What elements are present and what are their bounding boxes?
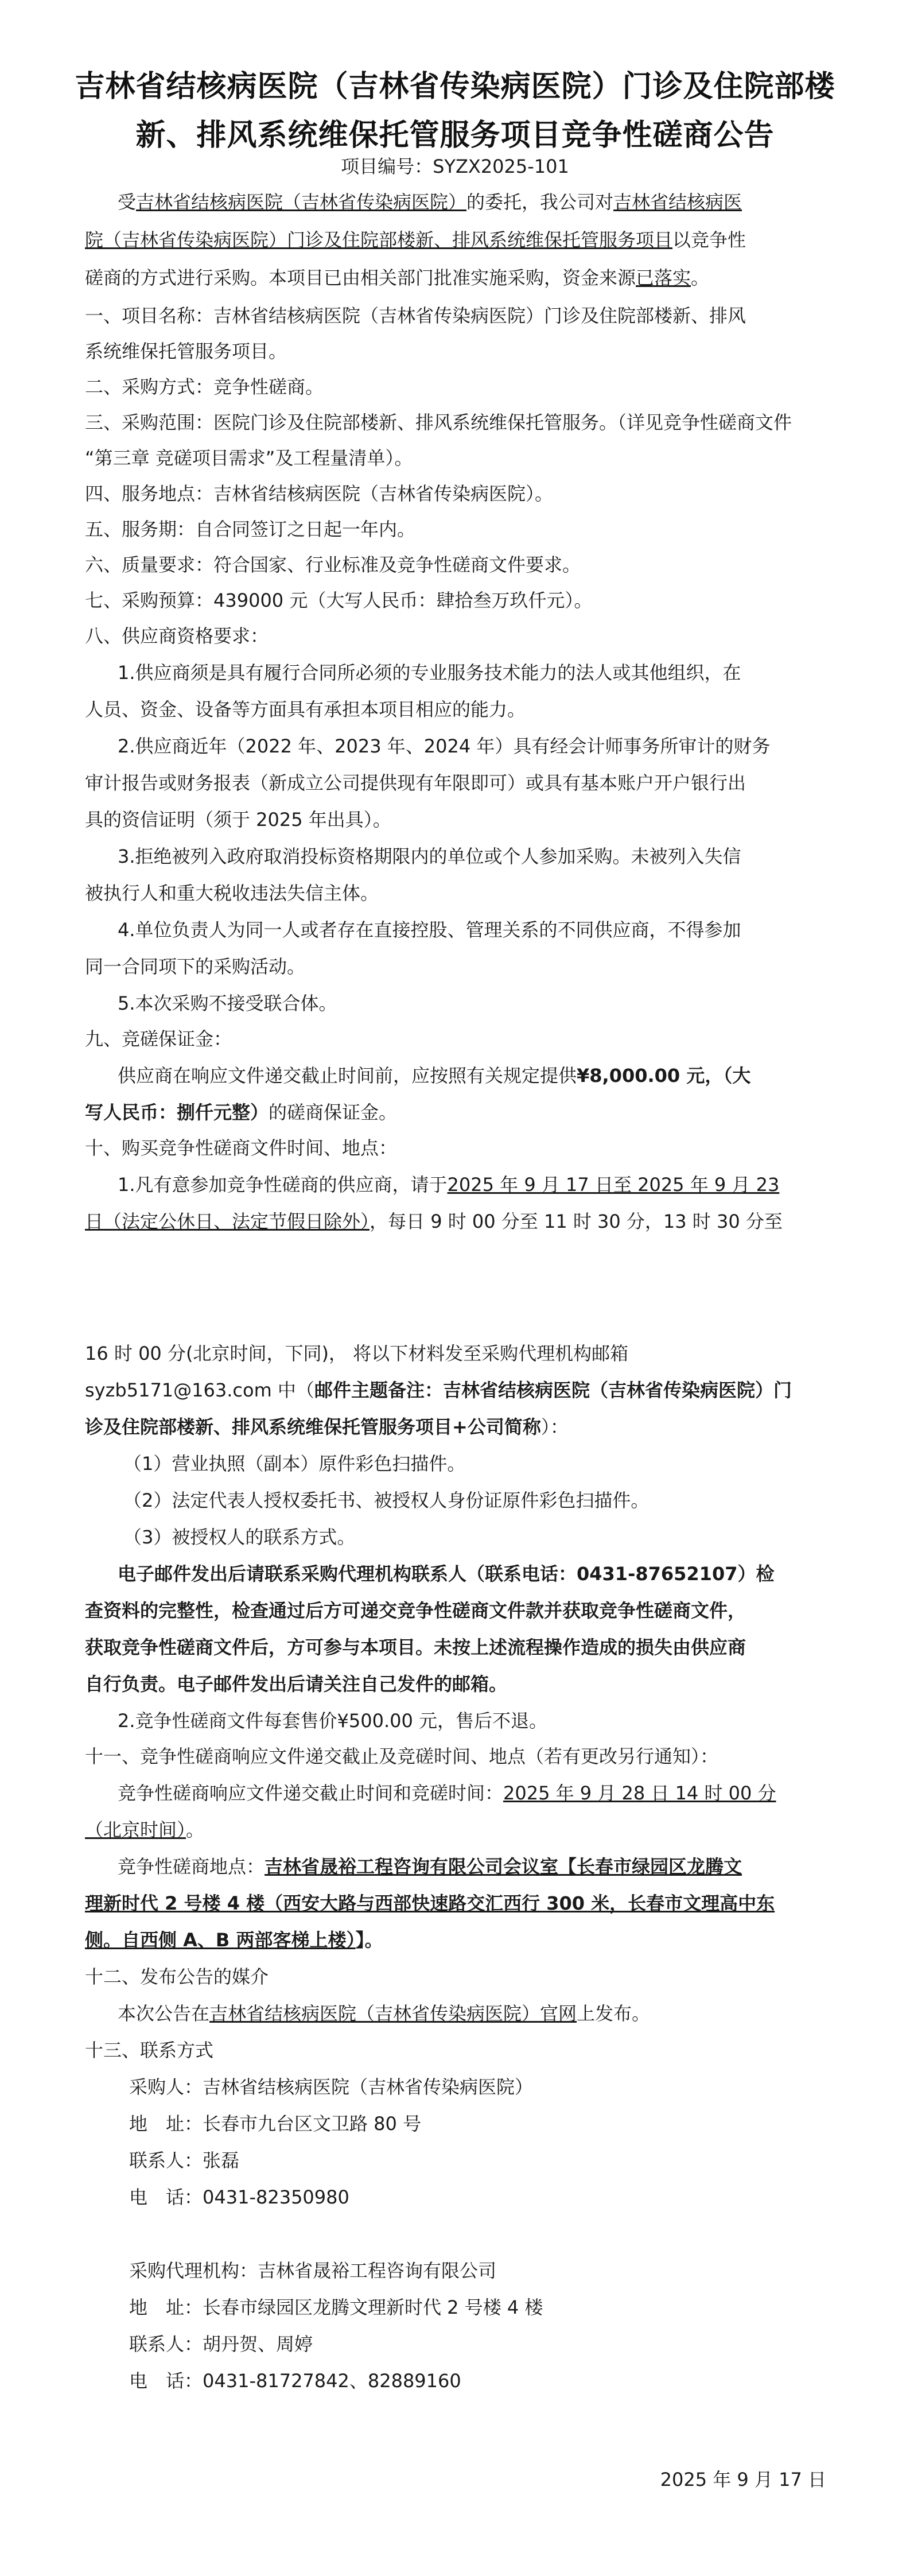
purchase-line-5: 诊及住院部楼新、排风系统维保托管服务项目+公司简称）： xyxy=(85,1416,569,1438)
section-5: 五、服务期：自合同签订之日起一年内。 xyxy=(85,518,416,540)
qualification-4-line-2: 同一合同项下的采购活动。 xyxy=(85,956,306,977)
agent-contact: 联系人：胡丹贺、周婷 xyxy=(129,2333,313,2355)
qualification-3-line-1: 3.拒绝被列入政府取消投标资格期限内的单位或个人参加采购。未被列入失信 xyxy=(118,845,741,867)
qualification-1-line-2: 人员、资金、设备等方面具有承担本项目相应的能力。 xyxy=(85,699,526,720)
section-10-heading: 十、购买竞争性磋商文件时间、地点： xyxy=(85,1137,398,1159)
material-item-1: （1）营业执照（副本）原件彩色扫描件。 xyxy=(123,1453,466,1475)
buyer-name: 采购人：吉林省结核病医院（吉林省传染病医院） xyxy=(129,2076,534,2098)
purchase-line-2: 日（法定公休日、法定节假日除外），每日 9 时 00 分至 11 时 30 分，13 时 30 分至 xyxy=(85,1211,783,1232)
qualification-2-line-3: 具的资信证明（须于 2025 年出具）。 xyxy=(85,809,391,831)
deposit-line-1: 供应商在响应文件递交截止时间前，应按照有关规定提供¥8,000.00 元，（大 xyxy=(118,1065,751,1087)
qualification-4-line-1: 4.单位负责人为同一人或者存在直接控股、管理关系的不同供应商，不得参加 xyxy=(118,919,741,941)
section-1-line-1: 一、项目名称：吉林省结核病医院（吉林省传染病医院）门诊及住院部楼新、排风 xyxy=(85,305,746,327)
venue-line-3: 侧。自西侧 A、B 两部客梯上楼）】。 xyxy=(85,1929,383,1951)
purchase-line-1: 1.凡有意参加竞争性磋商的供应商，请于2025 年 9 月 17 日至 2025 年 9 月 23 xyxy=(118,1174,780,1196)
email-notice-line-3: 获取竞争性磋商文件后，方可参与本项目。未按上述流程操作造成的损失由供应商 xyxy=(85,1636,746,1658)
purchase-line-3: 16 时 00 分(北京时间，下同)， 将以下材料发至采购代理机构邮箱 xyxy=(85,1343,629,1364)
project-number: 项目编号：SYZX2025-101 xyxy=(341,156,569,177)
section-1-line-2: 系统维保托管服务项目。 xyxy=(85,340,287,362)
section-12-heading: 十二、发布公告的媒介 xyxy=(85,1966,269,1988)
purchase-line-4: syzb5171@163.com 中（邮件主题备注：吉林省结核病医院（吉林省传染病医院）门 xyxy=(85,1379,792,1401)
deposit-line-2: 写人民币：捌仟元整）的磋商保证金。 xyxy=(85,1101,398,1123)
media-line: 本次公告在吉林省结核病医院（吉林省传染病医院）官网上发布。 xyxy=(118,2003,651,2024)
title-line-2: 新、排风系统维保托管服务项目竞争性磋商公告 xyxy=(135,118,775,153)
qualification-2-line-2: 审计报告或财务报表（新成立公司提供现有年限即可）或具有基本账户开户银行出 xyxy=(85,772,746,794)
section-11-heading: 十一、竞争性磋商响应文件递交截止及竞磋时间、地点（若有更改另行通知）： xyxy=(85,1745,719,1767)
buyer-address: 地 址：长春市九台区文卫路 80 号 xyxy=(129,2113,422,2135)
buyer-phone: 电 话：0431-82350980 xyxy=(129,2186,349,2208)
section-8-heading: 八、供应商资格要求： xyxy=(85,625,269,647)
section-6: 六、质量要求：符合国家、行业标准及竞争性磋商文件要求。 xyxy=(85,554,581,576)
section-7: 七、采购预算：439000 元（大写人民币：肆拾叁万玖仟元）。 xyxy=(85,589,593,611)
qualification-3-line-2: 被执行人和重大税收违法失信主体。 xyxy=(85,882,379,904)
qualification-1-line-1: 1.供应商须是具有履行合同所必须的专业服务技术能力的法人或其他组织，在 xyxy=(118,662,741,684)
section-13-heading: 十三、联系方式 xyxy=(85,2039,214,2061)
intro-line-1: 受吉林省结核病医院（吉林省传染病医院）的委托，我公司对吉林省结核病医 xyxy=(118,191,742,213)
title-line-1: 吉林省结核病医院（吉林省传染病医院）门诊及住院部楼 xyxy=(75,69,835,104)
section-2: 二、采购方式：竞争性磋商。 xyxy=(85,376,324,398)
email-notice-line-4: 自行负责。电子邮件发出后请关注自己发件的邮箱。 xyxy=(85,1673,508,1695)
deadline-line-2: （北京时间）。 xyxy=(85,1819,205,1841)
venue-line-2: 理新时代 2 号楼 4 楼（西安大路与西部快速路交汇西行 300 米，长春市文理高中东 xyxy=(85,1892,775,1914)
agent-name: 采购代理机构：吉林省晟裕工程咨询有限公司 xyxy=(129,2260,497,2282)
qualification-5: 5.本次采购不接受联合体。 xyxy=(118,992,337,1014)
section-3-line-2: “第三章 竞磋项目需求”及工程量清单）。 xyxy=(85,447,413,469)
agent-address: 地 址：长春市绿园区龙腾文理新时代 2 号楼 4 楼 xyxy=(129,2296,543,2318)
email-notice-line-2: 查资料的完整性，检查通过后方可递交竞争性磋商文件款并获取竞争性磋商文件， xyxy=(85,1600,746,1621)
intro-line-2: 院（吉林省传染病医院）门诊及住院部楼新、排风系统维保托管服务项目以竞争性 xyxy=(85,229,746,251)
agent-phone: 电 话：0431-81727842、82889160 xyxy=(129,2370,461,2392)
qualification-2-line-1: 2.供应商近年（2022 年、2023 年、2024 年）具有经会计师事务所审计的财务 xyxy=(118,735,771,757)
venue-line-1: 竞争性磋商地点：吉林省晟裕工程咨询有限公司会议室【长春市绿园区龙腾文 xyxy=(118,1856,742,1877)
material-item-2: （2）法定代表人授权委托书、被授权人身份证原件彩色扫描件。 xyxy=(123,1489,650,1511)
deadline-line-1: 竞争性磋商响应文件递交截止时间和竞磋时间：2025 年 9 月 28 日 14 时 00 分 xyxy=(118,1782,776,1804)
section-9-heading: 九、竞磋保证金： xyxy=(85,1028,232,1050)
material-item-3: （3）被授权人的联系方式。 xyxy=(123,1526,356,1548)
announcement-date: 2025 年 9 月 17 日 xyxy=(660,2469,826,2490)
section-4: 四、服务地点：吉林省结核病医院（吉林省传染病医院）。 xyxy=(85,483,554,505)
document-price: 2.竞争性磋商文件每套售价¥500.00 元，售后不退。 xyxy=(118,1710,548,1732)
section-3-line-1: 三、采购范围：医院门诊及住院部楼新、排风系统维保托管服务。（详见竞争性磋商文件 xyxy=(85,412,792,433)
intro-line-3: 磋商的方式进行采购。本项目已由相关部门批准实施采购，资金来源已落实。 xyxy=(85,267,710,289)
email-notice-line-1: 电子邮件发出后请联系采购代理机构联系人（联系电话：0431-87652107）检 xyxy=(118,1563,775,1585)
buyer-contact: 联系人：张磊 xyxy=(129,2150,240,2171)
